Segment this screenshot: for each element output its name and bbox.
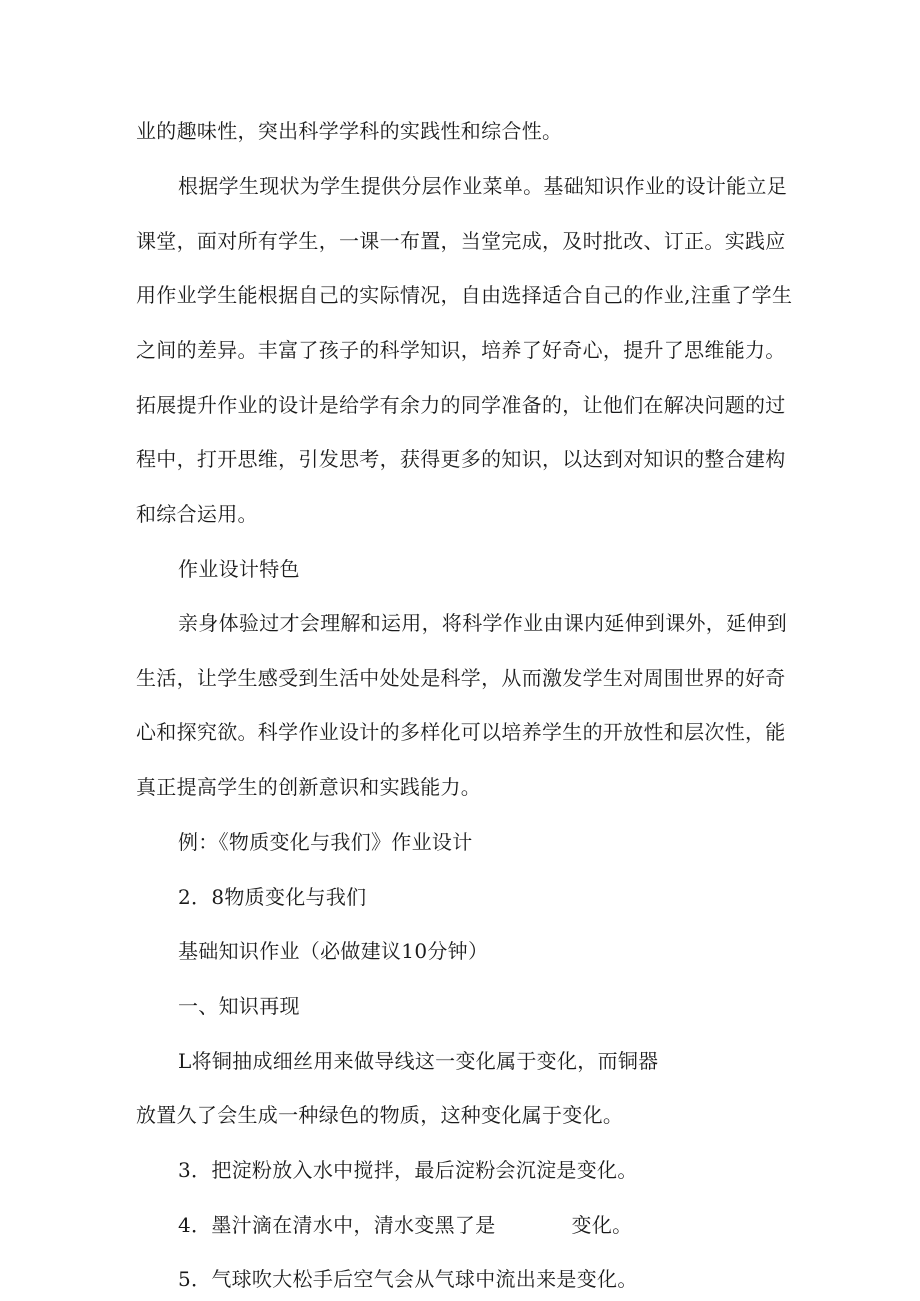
question-text: 4．墨汁滴在清水中，清水变黑了是 <box>178 1213 496 1237</box>
question-item-continued: 放置久了会生成一种绿色的物质，这种变化属于变化。 <box>136 1103 624 1127</box>
paragraph-line: 根据学生现状为学生提供分层作业菜单。基础知识作业的设计能立足 <box>178 174 787 198</box>
question-item <box>178 1212 632 1238</box>
paragraph-line: 程中，打开思维，引发思考，获得更多的知识，以达到对知识的整合建构 <box>136 447 786 471</box>
paragraph-line: 之间的差异。丰富了孩子的科学知识，培养了好奇心，提升了思维能力。 <box>136 338 786 362</box>
question-item: 3．把淀粉放入水中搅拌，最后淀粉会沉淀是变化。 <box>178 1158 638 1182</box>
question-item: 5．气球吹大松手后空气会从气球中流出来是变化。 <box>178 1267 638 1291</box>
paragraph-line: 业的趣味性，突出科学学科的实践性和综合性。 <box>136 119 563 143</box>
homework-section-title: 基础知识作业（必做建议10分钟） <box>178 939 489 963</box>
section-heading: 作业设计特色 <box>178 557 300 581</box>
paragraph-line: 生活，让学生感受到生活中处处是科学，从而激发学生对周围世界的好奇 <box>136 666 786 690</box>
paragraph-line: 真正提高学生的创新意识和实践能力。 <box>136 775 482 799</box>
paragraph-line: 亲身体验过才会理解和运用，将科学作业由课内延伸到课外，延伸到 <box>178 611 787 635</box>
lesson-title: 2．8物质变化与我们 <box>178 885 367 909</box>
paragraph-line: 课堂，面对所有学生，一课一布置，当堂完成，及时批改、订正。实践应 <box>136 229 786 253</box>
question-text-end: 变化。 <box>571 1213 633 1237</box>
example-title: 例：《物质变化与我们》作业设计 <box>178 830 473 854</box>
paragraph-line: 和综合运用。 <box>136 502 258 526</box>
subsection-title: 一、知识再现 <box>178 994 300 1018</box>
paragraph-line: 拓展提升作业的设计是给学有余力的同学准备的，让他们在解决问题的过 <box>136 393 786 417</box>
paragraph-line: 用作业学生能根据自己的实际情况，自由选择适合自己的作业,注重了学生 <box>136 283 793 307</box>
paragraph-line: 心和探究欲。科学作业设计的多样化可以培养学生的开放性和层次性，能 <box>136 720 786 744</box>
question-item: L将铜抽成细丝用来做导线这一变化属于变化，而铜器 <box>178 1049 659 1073</box>
